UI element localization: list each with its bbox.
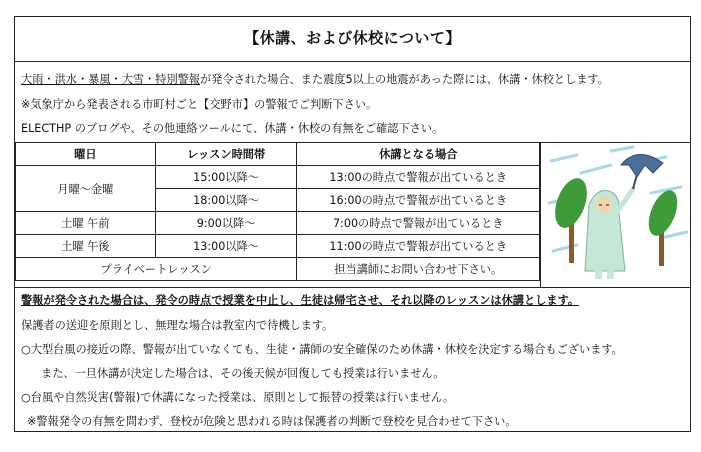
- intro-line-3: ELECTHP のブログや、その他連絡ツールにて、休講・休校の有無をご確認下さい。: [21, 122, 444, 135]
- time-cell: 18:00以降～: [155, 189, 297, 212]
- time-cell: 9:00以降～: [155, 212, 297, 235]
- header-day: 曜日: [16, 143, 156, 166]
- table-row: [16, 235, 540, 258]
- note-line: また、一旦休講が決定した場合は、その後天候が回復しても授業は行いません。: [41, 367, 445, 380]
- storm-umbrella-person-illustration-icon: [541, 143, 691, 287]
- header-time: レッスン時間帯: [155, 143, 297, 166]
- day-cell: 土曜 午後: [16, 235, 156, 258]
- warning-types: 大雨・洪水・暴風・大雪・特別警報: [21, 73, 201, 86]
- condition-cell: 7:00の時点で警報が出ているとき: [297, 212, 540, 235]
- day-cell: 土曜 午前: [16, 212, 156, 235]
- day-cell: 月曜～金曜: [16, 166, 156, 212]
- condition-cell: 13:00の時点で警報が出ているとき: [297, 166, 540, 189]
- storm-illustration-cell: [540, 142, 691, 287]
- note-line: ○大型台風の接近の際、警報が出ていなくても、生徒・講師の安全確保のため休講・休校を決定する場合もございます。: [21, 343, 623, 356]
- schedule-table: [15, 142, 540, 281]
- divider: [15, 61, 690, 62]
- condition-cell: 16:00の時点で警報が出ているとき: [297, 189, 540, 212]
- condition-cell: 11:00の時点で警報が出ているとき: [297, 235, 540, 258]
- bold-notice: 警報が発令された場合は、発令の時点で授業を中止し、生徒は帰宅させ、それ以降のレッスンは休講とします。: [21, 294, 580, 307]
- time-cell: 13:00以降～: [155, 235, 297, 258]
- page-title: 【休講、および休校について】: [244, 29, 461, 47]
- intro-line-1: [21, 71, 609, 87]
- divider: [15, 287, 690, 288]
- table-row: [16, 166, 540, 189]
- time-cell: 15:00以降～: [155, 166, 297, 189]
- header-condition: 休講となる場合: [297, 143, 540, 166]
- intro-line-1-rest: が発令された場合、また震度5以上の地震があった際には、休講・休校とします。: [200, 73, 609, 86]
- notice-frame: [14, 16, 691, 432]
- table-header-row: [16, 143, 540, 166]
- table-row: [16, 212, 540, 235]
- table-row: [16, 258, 540, 281]
- intro-line-2: ※気象庁から発表される市町村ごと【交野市】の警報でご判断下さい。: [21, 98, 378, 111]
- private-lesson-note: 担当講師にお問い合わせ下さい。: [297, 258, 540, 281]
- private-lesson-label: プライベートレッスン: [16, 258, 297, 281]
- note-line: 保護者の送迎を原則とし、無理な場合は教室内で待機します。: [21, 319, 334, 332]
- note-line: ○台風や自然災害(警報)で休講になった授業は、原則として振替の授業は行いません。: [21, 391, 455, 404]
- note-line: ※警報発令の有無を問わず、登校が危険と思われる時は保護者の判断で登校を見合わせて下さい。: [27, 415, 517, 428]
